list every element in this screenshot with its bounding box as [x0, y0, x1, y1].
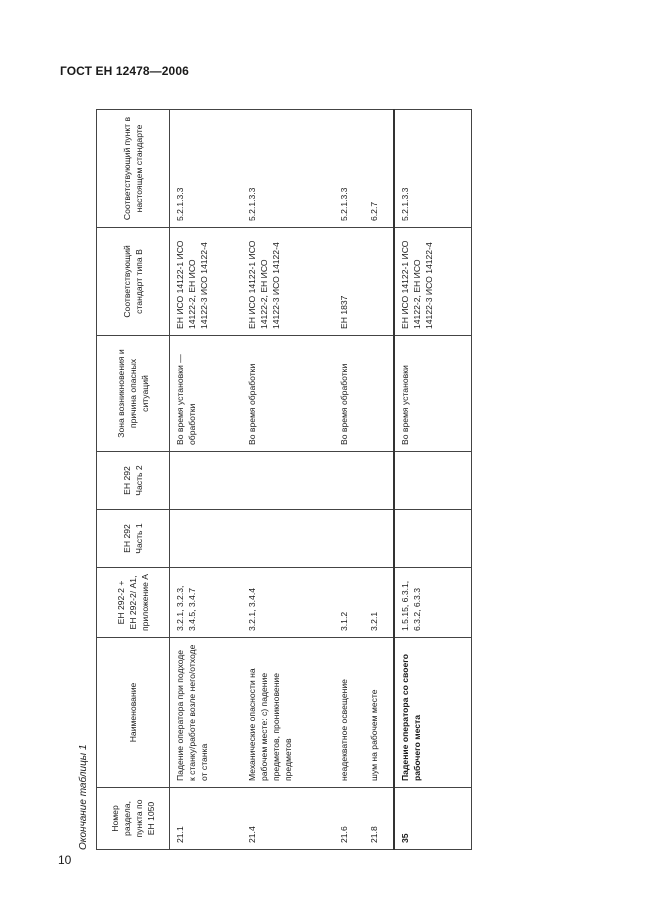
cell-clause: 5.2.1.3.3 — [394, 110, 472, 228]
table-row — [242, 110, 334, 850]
rotated-table-area — [78, 110, 618, 850]
cell-zone: Во время обработки — [242, 336, 334, 452]
cell-standard — [364, 228, 394, 336]
cell-name: шум на рабочем месте — [364, 638, 394, 788]
column-header-en292-part1: ЕН 292 Часть 1 — [97, 510, 170, 568]
cell-zone: Во время установки — [394, 336, 472, 452]
cell-name: Падение оператора при подходе к станку/работе возле него/отходе от станка — [170, 638, 242, 788]
hazards-table — [96, 109, 472, 850]
table-row — [334, 110, 364, 850]
cell-name: Падение оператора со своего рабочего места — [394, 638, 472, 788]
cell-part1 — [170, 510, 242, 568]
cell-part1 — [334, 510, 364, 568]
cell-number: 21.6 — [334, 788, 364, 850]
cell-clause: 5.2.1.3.3 — [242, 110, 334, 228]
cell-number: 21.8 — [364, 788, 394, 850]
cell-annex-a: 1.5.15, 6.3.1, 6.3.2, 6.3.3 — [394, 568, 472, 638]
column-header-clause: Соответствующий пункт в настоящем стандарте — [97, 110, 170, 228]
cell-part2 — [170, 452, 242, 510]
cell-zone: Во время обработки — [334, 336, 364, 452]
cell-annex-a: 3.1.2 — [334, 568, 364, 638]
column-header-type-b-standard: Соответствующий стандарт типа В — [97, 228, 170, 336]
cell-part1 — [394, 510, 472, 568]
column-header-en292-part2: ЕН 292 Часть 2 — [97, 452, 170, 510]
cell-number: 35 — [394, 788, 472, 850]
cell-clause: 5.2.1.3.3 — [170, 110, 242, 228]
cell-name: неадекватное освещение — [334, 638, 364, 788]
column-header-number: Номер раздела, пункта по ЕН 1050 — [97, 788, 170, 850]
table-row — [364, 110, 394, 850]
cell-number: 21.4 — [242, 788, 334, 850]
page-number: 10 — [58, 853, 72, 867]
cell-name: Механические опасности на рабочем месте: с) падение предметов, проникновение предметов — [242, 638, 334, 788]
cell-clause: 6.2.7 — [364, 110, 394, 228]
cell-standard: ЕН ИСО 14122-1 ИСО 14122-2, ЕН ИСО 14122-3 ИСО 14122-4 — [170, 228, 242, 336]
table-row — [394, 110, 472, 850]
document-header: ГОСТ ЕН 12478—2006 — [60, 64, 189, 78]
column-header-en292-2: ЕН 292-2 + ЕН 292-2/ А1, приложение А — [97, 568, 170, 638]
cell-part1 — [242, 510, 334, 568]
table-row — [170, 110, 242, 850]
column-header-name: Наименование — [97, 638, 170, 788]
cell-part2 — [394, 452, 472, 510]
cell-annex-a: 3.2.1, 3.2.3, 3.4.5, 3.4.7 — [170, 568, 242, 638]
cell-zone — [364, 336, 394, 452]
cell-standard: ЕН ИСО 14122-1 ИСО 14122-2, ЕН ИСО 14122-3 ИСО 14122-4 — [394, 228, 472, 336]
cell-part2 — [364, 452, 394, 510]
cell-annex-a: 3.2.1, 3.4.4 — [242, 568, 334, 638]
table-caption: Окончание таблицы 1 — [78, 744, 89, 850]
cell-standard: ЕН 1837 — [334, 228, 364, 336]
cell-number: 21.1 — [170, 788, 242, 850]
cell-standard: ЕН ИСО 14122-1 ИСО 14122-2, ЕН ИСО 14122-3 ИСО 14122-4 — [242, 228, 334, 336]
cell-part1 — [364, 510, 394, 568]
cell-clause: 5.2.1.3.3 — [334, 110, 364, 228]
cell-annex-a: 3.2.1 — [364, 568, 394, 638]
column-header-zone: Зона возникновения и причина опасных ситуаций — [97, 336, 170, 452]
table-header-row — [97, 110, 170, 850]
cell-zone: Во время установки — обработки — [170, 336, 242, 452]
cell-part2 — [334, 452, 364, 510]
cell-part2 — [242, 452, 334, 510]
